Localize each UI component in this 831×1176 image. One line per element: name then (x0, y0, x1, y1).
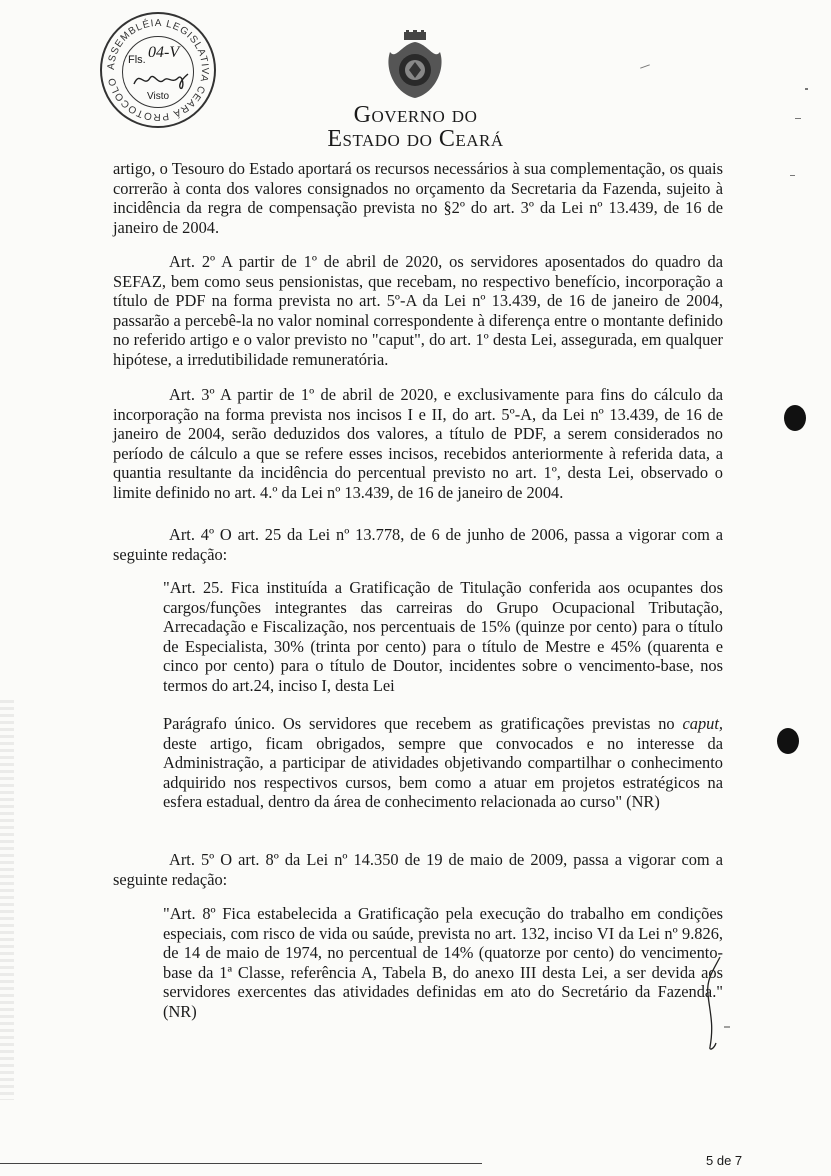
scan-edge-noise (0, 700, 14, 1100)
scan-speck (805, 88, 808, 90)
svg-text:ASSEMBLÉIA LEGISLATIVA CEARÁ P: ASSEMBLÉIA LEGISLATIVA CEARÁ PROTOCOLO (105, 17, 211, 123)
paragraph-continuation: artigo, o Tesouro do Estado aportará os recursos necessários à sua complementação, os quais correrão à conta dos valores consignados no orçamento da Secretaria da Fazenda, sujeito à incidência da regra de compensação prevista no §2º do art. 3º da Lei nº 13.439, de 16 de janeiro de 2004. (113, 159, 723, 237)
page-number: 5 de 7 (706, 1153, 743, 1168)
handwritten-signature-icon (132, 66, 192, 92)
quote-paragrafo-unico-start: Parágrafo único. Os servidores que recebem as gratificações previstas no (163, 714, 683, 733)
scan-speck (795, 118, 801, 119)
paragraph-art-4: Art. 4º O art. 25 da Lei nº 13.778, de 6 de junho de 2006, passa a vigorar com a seguinte redação: (113, 525, 723, 564)
header-government: Governo do (353, 102, 478, 128)
state-crest-icon (384, 30, 446, 100)
scan-speck (790, 175, 795, 176)
quote-paragrafo-unico-end: deste artigo, ficam obrigados, sempre que convocados e no interesse da Administração, a participar de atividades objetivando compartilhar o conhecimento adquirido nos respectivos cursos, bem como a atuar em projetos estratégicos na esfera estadual, dentro da área de conhecimento relacionada ao curso" (NR) (163, 733, 723, 812)
scan-speck (640, 64, 650, 68)
stamp-fls-label: Fls. (128, 54, 146, 66)
quote-caput-term: caput, (682, 714, 723, 733)
stamp-sheet-number: 04-V (148, 44, 180, 61)
quote-paragrafo-unico (163, 714, 723, 812)
binder-hole-icon (784, 405, 806, 431)
paragraph-art-3: Art. 3º A partir de 1º de abril de 2020, e exclusivamente para fins do cálculo da incorporação na forma prevista nos incisos I e II, do art. 5º-A, da Lei nº 13.439, de 16 de janeiro de 2004, serão deduzidos dos valores, a título de PDF, a serem considerados no período de cálculo a que se refere esses incisos, recebidos anteriormente à referida data, a quantia resultante da incidência do percentual previsto no art. 1º, desta Lei, observado o limite definido no art. 4.º da Lei nº 13.439, de 16 de janeiro de 2004. (113, 385, 723, 502)
quote-art-8: "Art. 8º Fica estabelecida a Gratificação pela execução do trabalho em condições especiais, com risco de vida ou saúde, prevista no art. 132, inciso VI da Lei nº 9.826, de 14 de maio de 1974, no percentual de 14% (quatorze por cento) do vencimento-base da 1ª Classe, referência A, Tabela B, do anexo III desta Lei, a ser devida aos servidores exercentes das atividades definidas em ato do Secretário da Fazenda." (NR) (163, 904, 723, 1021)
footer-rule (0, 1163, 482, 1164)
paragraph-art-2: Art. 2º A partir de 1º de abril de 2020, os servidores aposentados do quadro da SEFAZ, bem como seus pensionistas, que recebam, no respectivo benefício, incorporação a título de PDF na forma prevista no art. 5º-A da Lei nº 13.439, de 16 de janeiro de 2004, passarão a percebê-la no valor nominal correspondente à diferença entre o montante definido no referido artigo e o valor previsto no "caput", do art. 1º desta Lei, assegurada, em qualquer hipótese, a irredutibilidade remuneratória. (113, 252, 723, 369)
stamp-visto-label: Visto (147, 91, 170, 102)
binder-hole-icon (777, 728, 799, 754)
paragraph-art-5: Art. 5º O art. 8º da Lei nº 14.350 de 19 de maio de 2009, passa a vigorar com a seguinte redação: (113, 850, 723, 889)
handwritten-bracket-icon (696, 955, 736, 1055)
quote-art-25: "Art. 25. Fica instituída a Gratificação de Titulação conferida aos ocupantes dos cargos/funções integrantes das carreiras do Grupo Ocupacional Tributação, Arrecadação e Fiscalização, nos percentuais de 15% (quinze por cento) para o título de Especialista, 30% (trinta por cento) para o título de Mestre e 45% (quarenta e cinco por cento) para o título de Doutor, incidentes sobre o vencimento-base, nos termos do art.24, inciso I, desta Lei (163, 578, 723, 695)
header-state: Estado do Ceará (327, 126, 504, 152)
